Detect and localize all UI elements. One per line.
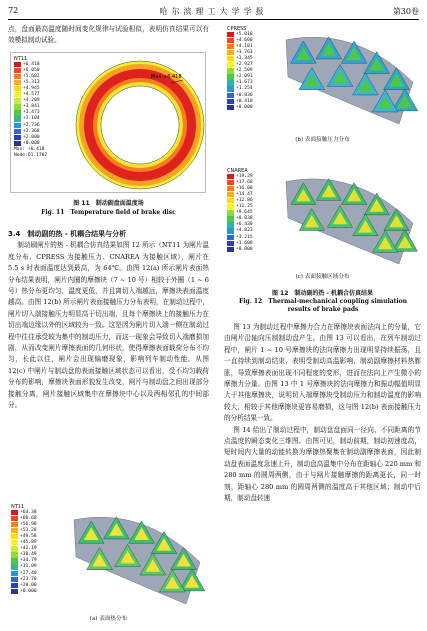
- legend-swatch: [227, 62, 234, 67]
- legend-swatch: [11, 546, 18, 551]
- legend-value: +49.58: [20, 534, 37, 540]
- section-heading: 3.4 制动副的热 - 机耦合结果与分析: [8, 230, 127, 238]
- header-rule: [8, 19, 419, 20]
- legend-row: [227, 247, 253, 253]
- legend-value: +9.645: [236, 210, 253, 216]
- legend-swatch: [227, 38, 234, 43]
- legend-swatch: [11, 583, 18, 588]
- legend-value: +42.19: [20, 546, 37, 552]
- legend-value: +2.736: [23, 122, 40, 128]
- legend-swatch: [227, 56, 234, 61]
- legend-swatch: [11, 510, 18, 515]
- legend-swatch: [227, 204, 234, 209]
- legend-swatch: [227, 68, 234, 73]
- legend-value: +56.98: [20, 522, 37, 528]
- legend-value: +5.313: [23, 80, 40, 86]
- legend-value: +3.104: [23, 116, 40, 122]
- legend-value: +3.763: [236, 50, 253, 56]
- legend-value: +31.09: [20, 564, 37, 570]
- fig11-max-footer: Max: +6.418: [14, 146, 45, 152]
- fig12b-subcaption: (b) 表面接触压力分布: [295, 137, 350, 143]
- disc-center-hole: [101, 86, 179, 164]
- legend-value: +2.000: [23, 134, 40, 140]
- legend-value: +4.209: [23, 98, 40, 104]
- legend-swatch: [227, 50, 234, 55]
- legend-value: +6.050: [23, 68, 40, 74]
- pad-group-b: [286, 37, 418, 124]
- legend-swatch: [227, 74, 234, 79]
- legend-swatch: [227, 93, 234, 98]
- fig11-legend: [14, 56, 47, 158]
- legend-value: +38.49: [20, 552, 37, 558]
- legend-swatch: [11, 534, 18, 539]
- left-body: [8, 225, 209, 412]
- max-temperature-label: Max:+6.418: [151, 74, 182, 80]
- legend-swatch: [227, 44, 234, 49]
- fig12c-subcaption: (c) 表面接触区域分布: [295, 274, 350, 280]
- intro-paragraph: 点，盘面最高温度随时间变化规律与试验相似，表明仿真结果可以有效模拟制动试验。: [8, 25, 209, 45]
- fig11-node-footer: Node:D1.1702: [14, 152, 48, 158]
- legend-swatch: [14, 74, 21, 79]
- legend-swatch: [227, 80, 234, 85]
- legend-swatch: [227, 192, 234, 197]
- legend-swatch: [11, 540, 18, 545]
- legend-swatch: [227, 86, 234, 91]
- legend-swatch: [227, 241, 234, 246]
- legend-swatch: [14, 80, 21, 85]
- pad-group-a: [74, 517, 205, 604]
- legend-value: +1.254: [236, 86, 253, 92]
- legend-value: +0.418: [236, 98, 253, 104]
- fig12b-legend-rows: [227, 32, 253, 111]
- legend-value: +3.473: [23, 110, 40, 116]
- pad-group-c: [286, 179, 418, 265]
- legend-value: +23.70: [20, 576, 37, 582]
- legend-swatch: [14, 92, 21, 97]
- legend-row: [11, 589, 37, 595]
- legend-swatch: [11, 564, 18, 569]
- legend-swatch: [11, 522, 18, 527]
- legend-swatch: [227, 247, 234, 252]
- body-paragraph-2: 图 13 为制动过程中摩擦力合力在摩擦块表面法向上的分量，它由闸片沿轴向压制制动盘产生。由图 13 可以看出，在列车制动过程中，闸片 1 ~ 10 号摩擦块的法向摩擦力出现明显持续振荡，且一直持续到制动结束，表明受制动高温影响，制动副摩擦材料热膨胀，导致摩擦表面出现不同程度的变形，进而在法向上产生微小的摩擦力分量。由图 13 中 1 号摩擦块的法向摩擦力和振动幅值明显大于其他摩擦块，说明切入端摩擦块受制动压力和制动温度的影响较大，相较于其他摩擦块更容易磨损，这与图 12(b) 表面接触压力的分析结果一致。: [224, 323, 421, 423]
- legend-swatch: [11, 552, 18, 557]
- legend-swatch: [227, 99, 234, 104]
- legend-swatch: [227, 198, 234, 203]
- legend-value: +27.40: [20, 570, 37, 576]
- legend-value: +34.79: [20, 558, 37, 564]
- fig12a-legend: [11, 504, 37, 595]
- legend-swatch: [227, 228, 234, 233]
- legend-value: +14.47: [236, 192, 253, 198]
- page-number: 72: [8, 6, 19, 15]
- legend-value: +4.181: [236, 44, 253, 50]
- legend-value: +5.682: [23, 74, 40, 80]
- legend-value: +60.68: [20, 516, 37, 522]
- legend-swatch: [14, 110, 21, 115]
- legend-swatch: [227, 174, 234, 179]
- legend-swatch: [227, 32, 234, 37]
- fig12c-legend: [227, 168, 253, 253]
- legend-value: +0.000: [236, 104, 253, 110]
- fig11-legend-title: NT11: [14, 56, 28, 62]
- fig12-caption-cn: 图 12 制动副的热 - 机耦合仿真结果: [271, 290, 374, 297]
- legend-value: +3.215: [236, 234, 253, 240]
- legend-swatch: [11, 571, 18, 576]
- fig12a-legend-title: NT11: [11, 504, 25, 510]
- right-body: [224, 322, 421, 505]
- legend-value: +6.430: [236, 222, 253, 228]
- legend-swatch: [11, 577, 18, 582]
- legend-value: +6.418: [23, 62, 40, 68]
- legend-swatch: [11, 516, 18, 521]
- journal-name: 哈尔滨理工大学学报: [159, 7, 268, 16]
- legend-value: +4.945: [23, 86, 40, 92]
- fig11-caption-cn: 图 11 制动副盘面温度场: [73, 200, 144, 207]
- legend-swatch: [11, 589, 18, 594]
- running-header: [8, 6, 419, 18]
- body-paragraph-3: 图 14 给出了制动过程中，制动盘盘面同一径向、不同距离的节点温度的瞬态变化三维图。由图可见，制动前期，制动初速度高，短时间内大量的动能转换为摩擦热聚集在制动副摩擦表面，因此制动盘表面温度急速上升，制动盘高温集中分布在距轴心 220 mm 和 280 mm 的圆周两侧，由于与闸片接触摩擦的距离更长，同一时刻，距轴心 280 mm 的圆周两侧的温度高于其他区域；制动中后期，制动盘转速: [224, 425, 421, 503]
- legend-swatch: [14, 86, 21, 91]
- legend-value: +64.38: [20, 510, 37, 516]
- legend-swatch: [227, 222, 234, 227]
- legend-swatch: [227, 180, 234, 185]
- pad-pressure-plot: [278, 24, 419, 130]
- legend-swatch: [227, 105, 234, 110]
- legend-value: +8.038: [236, 216, 253, 222]
- legend-value: +3.841: [23, 104, 40, 110]
- legend-swatch: [14, 68, 21, 73]
- fig12a-legend-rows: [11, 510, 37, 595]
- legend-value: +0.836: [236, 92, 253, 98]
- fig12b-legend: [227, 26, 253, 111]
- legend-value: +20.00: [20, 582, 37, 588]
- legend-value: +16.08: [236, 186, 253, 192]
- legend-swatch: [227, 216, 234, 221]
- legend-value: +19.29: [236, 174, 253, 180]
- volume-label: 第30卷: [392, 7, 419, 16]
- pad-temperature-plot: [66, 504, 206, 610]
- legend-swatch: [227, 186, 234, 191]
- legend-value: +1.673: [236, 80, 253, 86]
- legend-value: +17.68: [236, 180, 253, 186]
- legend-value: +4.823: [236, 228, 253, 234]
- body-paragraph-1: 制动刷闸片的热 - 机耦合仿真结果如图 12 所示（NT11 为闸片温度分布、CPRESS 为接触压力、CNAREA 为接触区域），闸片在 5.5 s 时表面温度达到最高，为 64℃。由图 12(a) 所示闸片表面热分布结果表明，闸片内圈的摩擦块（7 ~ 10 号）相较于外圈（1 ~ 6 号）热分布更均匀，温度更低，并且离切入端越远，摩擦块表面温度越高。由图 12(b) 所示闸片表面接触压力分布表明，在制动过程中，闸片切入端接触压力明显高于切出端，且每个摩擦块上的接触压力在切出端边缘以外的区域较为一致。这是因为闸片切入端一侧在制动过程中往往承受较为集中的制动压力，而这一现象会导致切入端磨损加剧，从而改变闸片摩擦表面的几何形状，使得摩擦表面载荷分布不均匀，长此以往，闸片会出现偏磨现象，影响列车制动性能。从图 12(c) 中闸片与制动盘的表面接触区域状态可以看出，受不均匀载荷分布的影响，摩擦块表面形貌发生改变，闸片与制动盘之间出现部分接触分离，闸片接触区域集中在摩擦块中心以及两相邻孔的中间部分。: [8, 241, 209, 410]
- fig12c-legend-rows: [227, 174, 253, 253]
- legend-swatch: [11, 558, 18, 563]
- pad-contact-area-plot: [278, 166, 419, 270]
- fig11-caption-en: Fig. 11 Temperature field of brake disc: [41, 209, 176, 216]
- legend-value: +5.018: [236, 32, 253, 38]
- fig12-caption-en: Fig. 12 Thermal-mechanical coupling simulation results of brake pads: [238, 298, 408, 313]
- fig12a-panel: [10, 502, 206, 612]
- fig12c-panel: [226, 166, 419, 270]
- legend-value: +53.28: [20, 528, 37, 534]
- legend-value: +2.927: [236, 62, 253, 68]
- fig12c-legend-title: CNAREA: [227, 168, 248, 174]
- legend-swatch: [14, 129, 21, 134]
- fig12b-legend-title: CPRESS: [227, 26, 247, 32]
- legend-swatch: [227, 210, 234, 215]
- legend-value: +4.600: [236, 38, 253, 44]
- legend-value: +45.89: [20, 540, 37, 546]
- legend-swatch: [14, 62, 21, 67]
- fig12a-subcaption: (a) 表面热分布: [89, 616, 128, 622]
- left-intro: [8, 24, 209, 47]
- fig12b-panel: [226, 24, 419, 132]
- fig11-panel: [10, 52, 206, 193]
- legend-value: +1.608: [236, 240, 253, 246]
- legend-value: +0.000: [236, 246, 253, 252]
- legend-swatch: [14, 104, 21, 109]
- legend-swatch: [14, 116, 21, 121]
- legend-swatch: [14, 135, 21, 140]
- fig11-legend-rows: [14, 62, 47, 147]
- legend-value: +2.091: [236, 74, 253, 80]
- legend-swatch: [11, 528, 18, 533]
- legend-row: [227, 105, 253, 111]
- legend-value: +0.000: [23, 140, 40, 146]
- legend-swatch: [14, 98, 21, 103]
- brake-disc-temperature-plot: [73, 55, 206, 193]
- legend-value: +2.368: [23, 128, 40, 134]
- legend-value: +3.345: [236, 56, 253, 62]
- legend-value: +4.577: [23, 92, 40, 98]
- legend-value: +12.86: [236, 198, 253, 204]
- legend-swatch: [14, 141, 21, 146]
- legend-swatch: [14, 123, 21, 128]
- legend-value: +11.25: [236, 204, 253, 210]
- legend-value: +0.000: [20, 588, 37, 594]
- legend-value: +2.509: [236, 68, 253, 74]
- legend-swatch: [227, 235, 234, 240]
